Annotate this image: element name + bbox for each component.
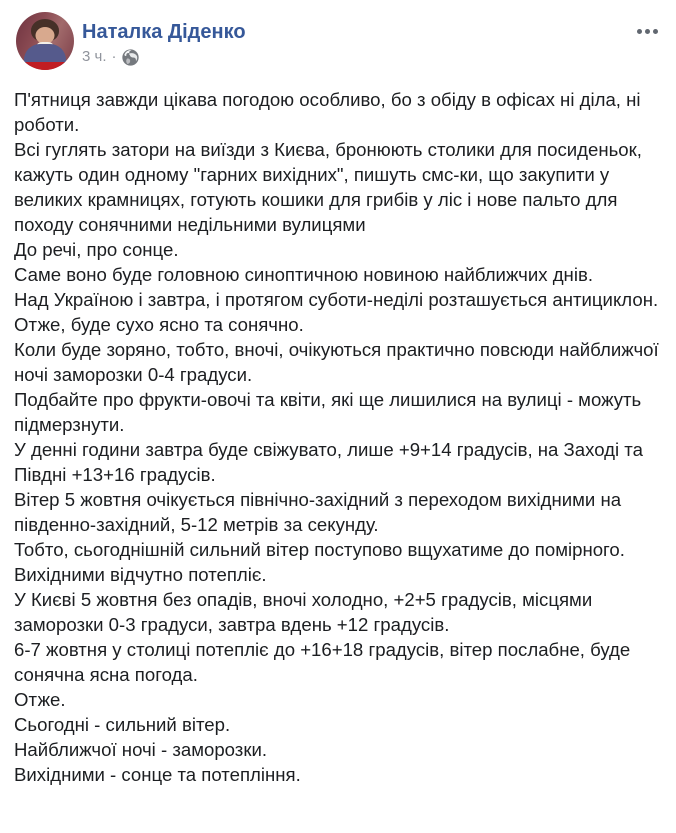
post-paragraph: Отже, буде сухо ясно та сонячно.	[14, 314, 304, 335]
post-header	[0, 0, 676, 87]
timestamp-link[interactable]: 3 ч.	[82, 48, 107, 65]
post-paragraph: П'ятниця завжди цікава погодою особливо, бо з обіду в офісах ні діла, ні роботи.	[14, 89, 646, 135]
post-paragraph: Коли буде зоряно, тобто, вночі, очікуються практично повсюди найближчої ночі заморозки 0-4 градуси.	[14, 339, 664, 385]
post-paragraph: Вітер 5 жовтня очікується північно-західний з переходом вихідними на південно-західний, 5-12 метрів за секунду.	[14, 489, 627, 535]
post-paragraph: Всі гуглять затори на виїзди з Києва, бронюють столики для посиденьок, кажуть один одному "гарних вихідних", пишуть смс-ки, що закупити у великих крамницях, готують кошики для грибів у ліс і нове пальто для походу сонячними недільними вулицями	[14, 139, 648, 235]
meta-separator: ·	[111, 48, 117, 65]
avatar[interactable]	[16, 12, 74, 70]
post-meta	[82, 48, 246, 66]
post-paragraph: Сьогодні - сильний вітер.	[14, 714, 231, 735]
post-paragraph: Подбайте про фрукти-овочі та квіти, які ще лишилися на вулиці - можуть підмерзнути.	[14, 389, 647, 435]
post-paragraph: 6-7 жовтня у столиці потепліє до +16+18 градусів, вітер послабне, буде сонячна ясна погода.	[14, 639, 636, 685]
post-paragraph: Саме воно буде головною синоптичною новиною найближчих днів.	[14, 264, 594, 285]
post-paragraph: До речі, про сонце.	[14, 239, 179, 260]
author-name-link[interactable]: Наталка Діденко	[82, 21, 246, 43]
post-paragraph: У денні години завтра буде свіжувато, лише +9+14 градусів, на Заході та Півдні +13+16 градусів.	[14, 439, 649, 485]
post-paragraph: Найближчої ночі - заморозки.	[14, 739, 268, 760]
post-header-text	[82, 20, 246, 66]
post-paragraph: Отже.	[14, 689, 66, 710]
post-paragraph: Вихідними відчутно потепліє.	[14, 564, 267, 585]
post-paragraph: У Києві 5 жовтня без опадів, вночі холодно, +2+5 градусів, місцями заморозки 0-3 градуси, завтра вдень +12 градусів.	[14, 589, 598, 635]
ellipsis-icon	[637, 29, 658, 34]
avatar-banner	[16, 62, 74, 70]
globe-icon	[122, 49, 139, 66]
post-menu-button[interactable]	[633, 21, 661, 41]
post-paragraph: Тобто, сьогоднішній сильний вітер поступово вщухатиме до помірного.	[14, 539, 625, 560]
post-body	[0, 87, 676, 787]
post-paragraph: Вихідними - сонце та потепління.	[14, 764, 301, 785]
post-paragraph: Над Україною і завтра, і протягом суботи-неділі розташується антициклон.	[14, 289, 659, 310]
